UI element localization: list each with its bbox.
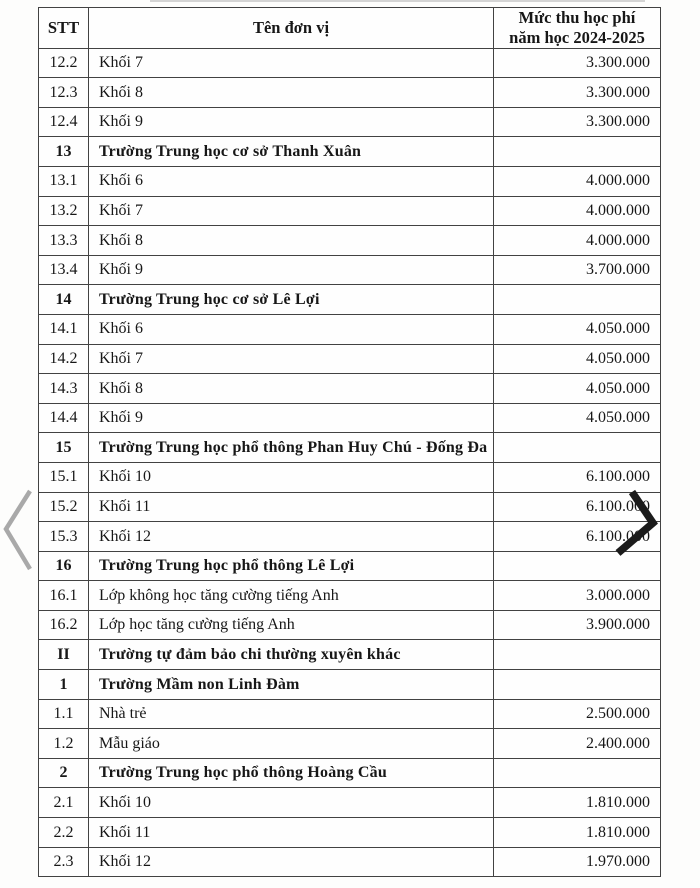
stt-cell: 12.2 [39, 48, 89, 78]
fee-cell [494, 670, 661, 700]
section-row [39, 285, 661, 315]
name-cell: Trường Trung học phổ thông Hoàng Cầu [89, 758, 494, 788]
name-cell: Khối 11 [89, 492, 494, 522]
name-cell: Trường Trung học cơ sở Thanh Xuân [89, 137, 494, 167]
table-row [39, 374, 661, 404]
table-row [39, 847, 661, 877]
stt-cell: 15.3 [39, 522, 89, 552]
stt-cell: 13.1 [39, 166, 89, 196]
stt-cell: 15.1 [39, 462, 89, 492]
table-row [39, 581, 661, 611]
section-row [39, 640, 661, 670]
stt-cell: 16 [39, 551, 89, 581]
fee-cell: 3.300.000 [494, 78, 661, 108]
stt-cell: II [39, 640, 89, 670]
stt-cell: 15.2 [39, 492, 89, 522]
name-cell: Khối 8 [89, 374, 494, 404]
table-row [39, 255, 661, 285]
section-row [39, 551, 661, 581]
fee-cell: 3.700.000 [494, 255, 661, 285]
name-cell: Lớp không học tăng cường tiếng Anh [89, 581, 494, 611]
table-row [39, 610, 661, 640]
name-cell: Trường Trung học phổ thông Phan Huy Chú - Đống Đa [89, 433, 494, 463]
stt-cell: 16.1 [39, 581, 89, 611]
name-cell: Khối 7 [89, 196, 494, 226]
chevron-left-icon[interactable] [1, 486, 35, 574]
name-cell: Khối 7 [89, 344, 494, 374]
table-row [39, 522, 661, 552]
fee-cell: 4.050.000 [494, 344, 661, 374]
column-header-fee [494, 8, 661, 49]
fee-cell: 4.000.000 [494, 166, 661, 196]
name-cell: Nhà trẻ [89, 699, 494, 729]
column-header-fee-line1: Mức thu học phí [518, 8, 636, 27]
fee-cell [494, 285, 661, 315]
column-header-unit-name: Tên đơn vị [89, 8, 494, 49]
table-row [39, 48, 661, 78]
stt-cell: 15 [39, 433, 89, 463]
section-row [39, 758, 661, 788]
name-cell: Trường Trung học phổ thông Lê Lợi [89, 551, 494, 581]
fee-cell: 4.050.000 [494, 314, 661, 344]
stt-cell: 1.2 [39, 729, 89, 759]
fee-cell: 3.000.000 [494, 581, 661, 611]
stt-cell: 14 [39, 285, 89, 315]
name-cell: Khối 6 [89, 166, 494, 196]
fee-cell: 6.100.000 [494, 522, 661, 552]
stt-cell: 13.3 [39, 226, 89, 256]
scan-artifact-line [150, 0, 645, 2]
fee-cell: 3.300.000 [494, 48, 661, 78]
table-row [39, 699, 661, 729]
name-cell: Khối 9 [89, 107, 494, 137]
name-cell: Khối 6 [89, 314, 494, 344]
fee-cell: 4.000.000 [494, 196, 661, 226]
stt-cell: 16.2 [39, 610, 89, 640]
name-cell: Khối 8 [89, 78, 494, 108]
stt-cell: 14.4 [39, 403, 89, 433]
fee-cell: 4.050.000 [494, 374, 661, 404]
section-row [39, 137, 661, 167]
name-cell: Khối 10 [89, 462, 494, 492]
table-row [39, 344, 661, 374]
table-row [39, 403, 661, 433]
fee-cell: 3.300.000 [494, 107, 661, 137]
name-cell: Khối 9 [89, 255, 494, 285]
fee-cell [494, 758, 661, 788]
name-cell: Khối 12 [89, 847, 494, 877]
table-row [39, 226, 661, 256]
stt-cell: 14.3 [39, 374, 89, 404]
table-row [39, 166, 661, 196]
name-cell: Trường Mầm non Linh Đàm [89, 670, 494, 700]
name-cell: Khối 9 [89, 403, 494, 433]
stt-cell: 12.3 [39, 78, 89, 108]
name-cell: Mẫu giáo [89, 729, 494, 759]
table-row [39, 314, 661, 344]
stt-cell: 2.2 [39, 818, 89, 848]
table-row [39, 462, 661, 492]
section-row [39, 433, 661, 463]
fee-cell: 1.810.000 [494, 818, 661, 848]
stt-cell: 13.4 [39, 255, 89, 285]
stt-cell: 2.3 [39, 847, 89, 877]
stt-cell: 2 [39, 758, 89, 788]
fee-cell [494, 640, 661, 670]
table-row [39, 729, 661, 759]
fee-cell: 4.050.000 [494, 403, 661, 433]
fee-cell: 1.970.000 [494, 847, 661, 877]
table-row [39, 78, 661, 108]
stt-cell: 14.1 [39, 314, 89, 344]
stt-cell: 1 [39, 670, 89, 700]
table-row [39, 492, 661, 522]
table-header-row [39, 8, 661, 49]
fee-cell: 2.500.000 [494, 699, 661, 729]
fee-cell: 6.100.000 [494, 462, 661, 492]
name-cell: Lớp học tăng cường tiếng Anh [89, 610, 494, 640]
name-cell: Khối 11 [89, 818, 494, 848]
name-cell: Khối 7 [89, 48, 494, 78]
name-cell: Khối 8 [89, 226, 494, 256]
fee-cell [494, 433, 661, 463]
stt-cell: 12.4 [39, 107, 89, 137]
name-cell: Trường tự đảm bảo chi thường xuyên khác [89, 640, 494, 670]
stt-cell: 14.2 [39, 344, 89, 374]
name-cell: Trường Trung học cơ sở Lê Lợi [89, 285, 494, 315]
name-cell: Khối 10 [89, 788, 494, 818]
table-row [39, 818, 661, 848]
tuition-fee-table [38, 7, 661, 877]
stt-cell: 13 [39, 137, 89, 167]
column-header-stt: STT [39, 8, 89, 49]
fee-cell: 1.810.000 [494, 788, 661, 818]
column-header-fee-line2: năm học 2024-2025 [509, 27, 645, 47]
name-cell: Khối 12 [89, 522, 494, 552]
stt-cell: 1.1 [39, 699, 89, 729]
table-row [39, 788, 661, 818]
chevron-right-icon[interactable] [608, 485, 660, 559]
section-row [39, 670, 661, 700]
table-row [39, 196, 661, 226]
fee-cell: 2.400.000 [494, 729, 661, 759]
fee-cell: 4.000.000 [494, 226, 661, 256]
table-row [39, 107, 661, 137]
fee-cell: 6.100.000 [494, 492, 661, 522]
stt-cell: 2.1 [39, 788, 89, 818]
fee-cell [494, 137, 661, 167]
fee-cell: 3.900.000 [494, 610, 661, 640]
stt-cell: 13.2 [39, 196, 89, 226]
